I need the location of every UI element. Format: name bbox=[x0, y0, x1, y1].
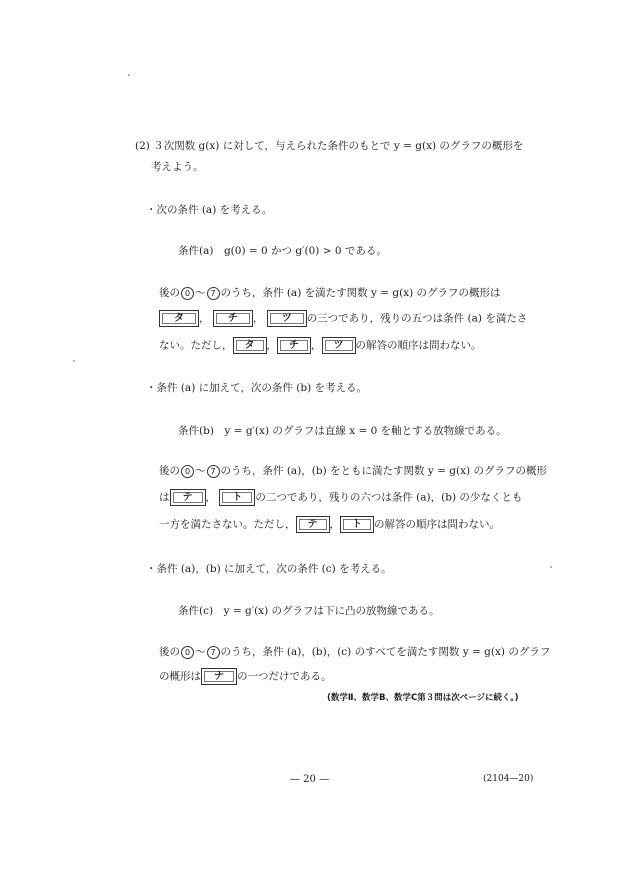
text-fragment: 後の bbox=[159, 287, 180, 299]
answer-box-te-ref[interactable]: テ bbox=[296, 516, 330, 533]
text-fragment: 後の bbox=[159, 465, 180, 477]
bullet: ・ bbox=[146, 204, 157, 216]
tilde: 〜 bbox=[195, 287, 206, 299]
heading-text: 条件 (a) に加えて，次の条件 (b) を考える。 bbox=[156, 382, 368, 394]
section-b-heading bbox=[146, 381, 367, 395]
text-fragment: の解答の順序は問わない。 bbox=[374, 518, 500, 531]
answer-box-chi[interactable]: チ bbox=[213, 310, 253, 327]
answer-box-na[interactable]: ナ bbox=[201, 668, 237, 685]
circled-number-0: 0 bbox=[181, 465, 194, 478]
section-b-text-line2 bbox=[159, 489, 522, 506]
problem-intro-line2: 考えよう。 bbox=[151, 161, 204, 173]
problem-intro-line1 bbox=[135, 139, 523, 153]
circled-number-0: 0 bbox=[181, 287, 194, 300]
comma: ， bbox=[329, 518, 340, 531]
section-a-text-line2 bbox=[159, 310, 527, 327]
heading-text: 条件 (a)，(b) に加えて，次の条件 (c) を考える。 bbox=[156, 563, 392, 575]
page-code: (2104—20) bbox=[483, 774, 534, 784]
problem-number: (2) bbox=[135, 140, 150, 152]
section-c-heading bbox=[146, 562, 392, 576]
section-c-text-line1 bbox=[159, 645, 550, 659]
text-fragment: ない。ただし， bbox=[159, 339, 233, 352]
section-a-text-line3 bbox=[159, 337, 482, 354]
text-fragment: の二つであり，残りの六つは条件 (a)，(b) の少なくとも bbox=[255, 491, 523, 504]
text-fragment: 後の bbox=[159, 646, 180, 658]
page-number: — 20 — bbox=[290, 774, 330, 785]
answer-box-chi-ref[interactable]: チ bbox=[277, 337, 311, 354]
circled-number-7: 7 bbox=[207, 465, 220, 478]
condition-c: 条件(c) y = g′(x) のグラフは下に凸の放物線である。 bbox=[178, 605, 440, 617]
comma: ， bbox=[205, 491, 216, 504]
section-b-text-line3 bbox=[159, 516, 500, 533]
comma: ， bbox=[266, 339, 277, 352]
circled-number-7: 7 bbox=[207, 646, 220, 659]
section-b-text-line1 bbox=[159, 464, 547, 478]
continuation-note: (数学Ⅱ、数学B、数学C第３問は次ページに続く。) bbox=[327, 693, 519, 703]
answer-box-tsu[interactable]: ツ bbox=[267, 310, 307, 327]
answer-box-ta-ref[interactable]: タ bbox=[233, 337, 267, 354]
scan-speck bbox=[550, 566, 552, 568]
answer-box-te[interactable]: テ bbox=[170, 489, 206, 506]
tilde: 〜 bbox=[195, 646, 206, 658]
scan-speck bbox=[128, 74, 130, 76]
comma: ， bbox=[311, 339, 322, 352]
text-fragment: のうち，条件 (a)，(b)，(c) のすべてを満たす関数 y = g(x) のグラフ bbox=[220, 646, 551, 658]
section-a-heading bbox=[146, 203, 272, 217]
comma: ， bbox=[199, 312, 210, 325]
bullet: ・ bbox=[146, 563, 157, 575]
tilde: 〜 bbox=[195, 465, 206, 477]
text-fragment: のうち，条件 (a) を満たす関数 y = g(x) のグラフの概形は bbox=[220, 287, 501, 299]
text-fragment: の三つであり，残りの五つは条件 (a) を満たさ bbox=[306, 312, 528, 325]
text-fragment: のうち，条件 (a)，(b) をともに満たす関数 y = g(x) のグラフの概形 bbox=[220, 465, 547, 477]
text-fragment: 一方を満たさない。ただし， bbox=[159, 518, 296, 531]
comma: ， bbox=[252, 312, 264, 325]
circled-number-0: 0 bbox=[181, 646, 194, 659]
condition-a: 条件(a) g(0) = 0 かつ g′(0) > 0 である。 bbox=[178, 245, 387, 257]
text-fragment: は bbox=[159, 491, 170, 504]
section-a-text-line1 bbox=[159, 286, 501, 300]
text-fragment: の概形は bbox=[159, 670, 201, 683]
answer-box-tsu-ref[interactable]: ツ bbox=[322, 337, 356, 354]
answer-box-to-ref[interactable]: ト bbox=[340, 516, 374, 533]
text-fragment: の一つだけである。 bbox=[237, 670, 332, 683]
answer-box-to[interactable]: ト bbox=[219, 489, 255, 506]
answer-box-ta[interactable]: タ bbox=[159, 310, 199, 327]
condition-b: 条件(b) y = g′(x) のグラフは直線 x = 0 を軸とする放物線である。 bbox=[178, 425, 507, 437]
text-fragment: の解答の順序は問わない。 bbox=[355, 339, 482, 352]
heading-text: 次の条件 (a) を考える。 bbox=[156, 204, 273, 216]
bullet: ・ bbox=[146, 382, 157, 394]
section-c-text-line2 bbox=[159, 668, 332, 685]
intro-text: ３次関数 g(x) に対して，与えられた条件のもとで y = g(x) のグラフの概形を bbox=[153, 140, 524, 152]
circled-number-7: 7 bbox=[207, 287, 220, 300]
scan-speck bbox=[73, 360, 75, 362]
